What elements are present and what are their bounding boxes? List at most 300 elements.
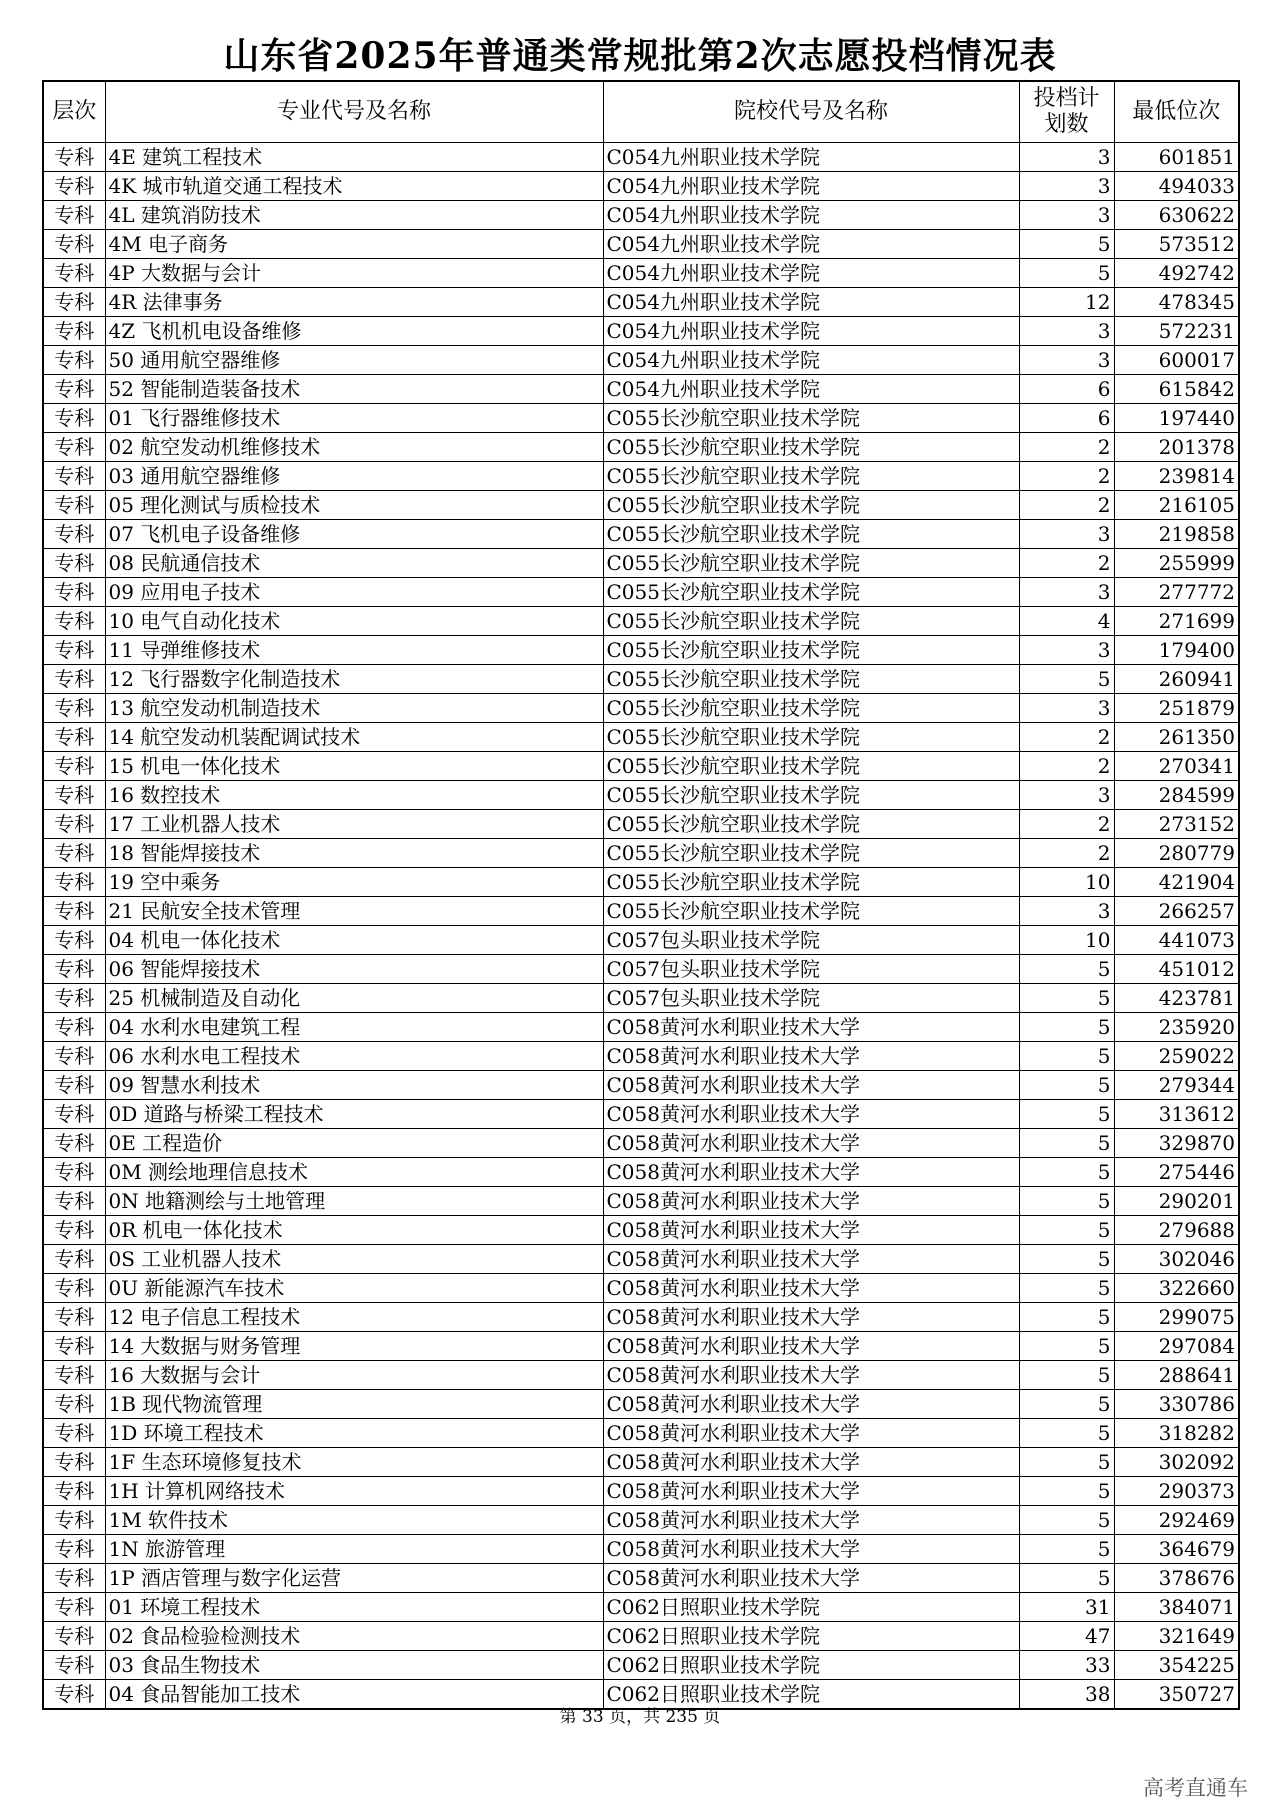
- cell-rank: 216105: [1114, 491, 1239, 520]
- cell-rank: 573512: [1114, 230, 1239, 259]
- cell-major: 10 电气自动化技术: [105, 607, 603, 636]
- table-row: [43, 1622, 1239, 1651]
- cell-plan: 3: [1019, 781, 1114, 810]
- cell-rank: 235920: [1114, 1013, 1239, 1042]
- cell-school: C055长沙航空职业技术学院: [603, 520, 1019, 549]
- cell-level: 专科: [43, 520, 105, 549]
- cell-school: C055长沙航空职业技术学院: [603, 636, 1019, 665]
- table-row: [43, 1390, 1239, 1419]
- cell-school: C058黄河水利职业技术大学: [603, 1187, 1019, 1216]
- table-row: [43, 1593, 1239, 1622]
- cell-rank: 288641: [1114, 1361, 1239, 1390]
- cell-plan: 33: [1019, 1651, 1114, 1680]
- cell-plan: 3: [1019, 346, 1114, 375]
- table-row: [43, 897, 1239, 926]
- cell-school: C055长沙航空职业技术学院: [603, 752, 1019, 781]
- cell-level: 专科: [43, 1419, 105, 1448]
- cell-major: 04 机电一体化技术: [105, 926, 603, 955]
- cell-school: C058黄河水利职业技术大学: [603, 1100, 1019, 1129]
- cell-rank: 572231: [1114, 317, 1239, 346]
- table-body: [43, 143, 1239, 1710]
- cell-level: 专科: [43, 1187, 105, 1216]
- cell-rank: 441073: [1114, 926, 1239, 955]
- cell-level: 专科: [43, 1390, 105, 1419]
- cell-school: C062日照职业技术学院: [603, 1651, 1019, 1680]
- cell-plan: 5: [1019, 1448, 1114, 1477]
- cell-major: 06 水利水电工程技术: [105, 1042, 603, 1071]
- cell-plan: 5: [1019, 1332, 1114, 1361]
- cell-rank: 423781: [1114, 984, 1239, 1013]
- cell-plan: 5: [1019, 1245, 1114, 1274]
- cell-rank: 284599: [1114, 781, 1239, 810]
- cell-level: 专科: [43, 1042, 105, 1071]
- cell-plan: 5: [1019, 1477, 1114, 1506]
- cell-major: 16 数控技术: [105, 781, 603, 810]
- cell-school: C055长沙航空职业技术学院: [603, 810, 1019, 839]
- cell-major: 21 民航安全技术管理: [105, 897, 603, 926]
- cell-level: 专科: [43, 723, 105, 752]
- cell-major: 0S 工业机器人技术: [105, 1245, 603, 1274]
- cell-level: 专科: [43, 1274, 105, 1303]
- cell-level: 专科: [43, 1477, 105, 1506]
- cell-major: 4E 建筑工程技术: [105, 143, 603, 172]
- table-row: [43, 230, 1239, 259]
- table-row: [43, 172, 1239, 201]
- table-row: [43, 491, 1239, 520]
- cell-level: 专科: [43, 926, 105, 955]
- table-row: [43, 694, 1239, 723]
- cell-plan: 10: [1019, 926, 1114, 955]
- cell-level: 专科: [43, 1448, 105, 1477]
- cell-plan: 31: [1019, 1593, 1114, 1622]
- cell-rank: 261350: [1114, 723, 1239, 752]
- cell-school: C054九州职业技术学院: [603, 375, 1019, 404]
- cell-major: 02 航空发动机维修技术: [105, 433, 603, 462]
- cell-plan: 5: [1019, 1216, 1114, 1245]
- cell-school: C062日照职业技术学院: [603, 1622, 1019, 1651]
- cell-school: C058黄河水利职业技术大学: [603, 1419, 1019, 1448]
- page-number: 第 33 页，共 235 页: [559, 1707, 721, 1727]
- cell-plan: 3: [1019, 317, 1114, 346]
- table-row: [43, 288, 1239, 317]
- table-row: [43, 1448, 1239, 1477]
- cell-school: C058黄河水利职业技术大学: [603, 1042, 1019, 1071]
- cell-school: C054九州职业技术学院: [603, 346, 1019, 375]
- cell-level: 专科: [43, 694, 105, 723]
- table-row: [43, 1274, 1239, 1303]
- table-row: [43, 926, 1239, 955]
- header-plan: [1019, 81, 1114, 143]
- cell-school: C058黄河水利职业技术大学: [603, 1448, 1019, 1477]
- cell-rank: 313612: [1114, 1100, 1239, 1129]
- cell-plan: 10: [1019, 868, 1114, 897]
- cell-level: 专科: [43, 781, 105, 810]
- cell-plan: 2: [1019, 462, 1114, 491]
- cell-major: 4M 电子商务: [105, 230, 603, 259]
- table-row: [43, 665, 1239, 694]
- cell-school: C054九州职业技术学院: [603, 201, 1019, 230]
- table-row: [43, 1332, 1239, 1361]
- cell-rank: 266257: [1114, 897, 1239, 926]
- cell-level: 专科: [43, 491, 105, 520]
- cell-school: C055长沙航空职业技术学院: [603, 491, 1019, 520]
- cell-plan: 5: [1019, 984, 1114, 1013]
- cell-level: 专科: [43, 1622, 105, 1651]
- header-major: 专业代号及名称: [105, 81, 603, 143]
- cell-rank: 630622: [1114, 201, 1239, 230]
- cell-major: 14 航空发动机装配调试技术: [105, 723, 603, 752]
- cell-school: C058黄河水利职业技术大学: [603, 1071, 1019, 1100]
- cell-level: 专科: [43, 201, 105, 230]
- cell-plan: 38: [1019, 1680, 1114, 1710]
- cell-level: 专科: [43, 752, 105, 781]
- cell-level: 专科: [43, 1071, 105, 1100]
- cell-plan: 5: [1019, 1129, 1114, 1158]
- cell-level: 专科: [43, 143, 105, 172]
- cell-rank: 600017: [1114, 346, 1239, 375]
- cell-school: C058黄河水利职业技术大学: [603, 1303, 1019, 1332]
- cell-plan: 3: [1019, 520, 1114, 549]
- cell-major: 4P 大数据与会计: [105, 259, 603, 288]
- cell-plan: 12: [1019, 288, 1114, 317]
- cell-major: 50 通用航空器维修: [105, 346, 603, 375]
- admission-table: [42, 80, 1240, 1710]
- cell-school: C054九州职业技术学院: [603, 317, 1019, 346]
- cell-school: C062日照职业技术学院: [603, 1680, 1019, 1710]
- cell-rank: 451012: [1114, 955, 1239, 984]
- table-row: [43, 1129, 1239, 1158]
- cell-plan: 3: [1019, 143, 1114, 172]
- table-row: [43, 1419, 1239, 1448]
- cell-level: 专科: [43, 462, 105, 491]
- cell-rank: 201378: [1114, 433, 1239, 462]
- cell-plan: 5: [1019, 665, 1114, 694]
- cell-level: 专科: [43, 1361, 105, 1390]
- table-row: [43, 752, 1239, 781]
- cell-major: 04 食品智能加工技术: [105, 1680, 603, 1710]
- cell-plan: 5: [1019, 1419, 1114, 1448]
- cell-school: C057包头职业技术学院: [603, 926, 1019, 955]
- cell-rank: 275446: [1114, 1158, 1239, 1187]
- cell-level: 专科: [43, 549, 105, 578]
- cell-plan: 2: [1019, 839, 1114, 868]
- cell-rank: 384071: [1114, 1593, 1239, 1622]
- cell-major: 16 大数据与会计: [105, 1361, 603, 1390]
- cell-major: 1D 环境工程技术: [105, 1419, 603, 1448]
- table-row: [43, 1361, 1239, 1390]
- cell-rank: 299075: [1114, 1303, 1239, 1332]
- cell-rank: 302092: [1114, 1448, 1239, 1477]
- cell-rank: 290201: [1114, 1187, 1239, 1216]
- cell-plan: 2: [1019, 723, 1114, 752]
- cell-plan: 2: [1019, 752, 1114, 781]
- cell-rank: 280779: [1114, 839, 1239, 868]
- cell-school: C054九州职业技术学院: [603, 288, 1019, 317]
- cell-rank: 478345: [1114, 288, 1239, 317]
- cell-rank: 350727: [1114, 1680, 1239, 1710]
- cell-major: 1B 现代物流管理: [105, 1390, 603, 1419]
- cell-rank: 290373: [1114, 1477, 1239, 1506]
- table-row: [43, 375, 1239, 404]
- cell-plan: 2: [1019, 491, 1114, 520]
- cell-rank: 494033: [1114, 172, 1239, 201]
- cell-major: 12 电子信息工程技术: [105, 1303, 603, 1332]
- cell-major: 18 智能焊接技术: [105, 839, 603, 868]
- cell-rank: 330786: [1114, 1390, 1239, 1419]
- cell-rank: 378676: [1114, 1564, 1239, 1593]
- table-row: [43, 404, 1239, 433]
- cell-level: 专科: [43, 1535, 105, 1564]
- cell-level: 专科: [43, 288, 105, 317]
- cell-major: 09 应用电子技术: [105, 578, 603, 607]
- cell-school: C055长沙航空职业技术学院: [603, 694, 1019, 723]
- cell-major: 1N 旅游管理: [105, 1535, 603, 1564]
- cell-level: 专科: [43, 578, 105, 607]
- cell-level: 专科: [43, 172, 105, 201]
- cell-school: C057包头职业技术学院: [603, 984, 1019, 1013]
- page-title: 山东省2025年普通类常规批第2次志愿投档情况表: [223, 35, 1057, 77]
- cell-school: C057包头职业技术学院: [603, 955, 1019, 984]
- cell-plan: 47: [1019, 1622, 1114, 1651]
- cell-plan: 2: [1019, 810, 1114, 839]
- table-row: [43, 1303, 1239, 1332]
- cell-rank: 255999: [1114, 549, 1239, 578]
- cell-school: C058黄河水利职业技术大学: [603, 1129, 1019, 1158]
- table-row: [43, 578, 1239, 607]
- table-row: [43, 984, 1239, 1013]
- cell-school: C055长沙航空职业技术学院: [603, 839, 1019, 868]
- table-row: [43, 1506, 1239, 1535]
- cell-level: 专科: [43, 317, 105, 346]
- cell-major: 52 智能制造装备技术: [105, 375, 603, 404]
- cell-school: C058黄河水利职业技术大学: [603, 1332, 1019, 1361]
- cell-plan: 5: [1019, 1100, 1114, 1129]
- header-level: 层次: [43, 81, 105, 143]
- cell-plan: 3: [1019, 897, 1114, 926]
- table-row: [43, 839, 1239, 868]
- cell-rank: 197440: [1114, 404, 1239, 433]
- cell-level: 专科: [43, 1680, 105, 1710]
- watermark: 高考直通车: [1143, 1776, 1248, 1800]
- table-row: [43, 723, 1239, 752]
- cell-plan: 3: [1019, 172, 1114, 201]
- cell-major: 14 大数据与财务管理: [105, 1332, 603, 1361]
- cell-plan: 2: [1019, 549, 1114, 578]
- cell-level: 专科: [43, 810, 105, 839]
- cell-level: 专科: [43, 1564, 105, 1593]
- cell-rank: 615842: [1114, 375, 1239, 404]
- cell-school: C055长沙航空职业技术学院: [603, 897, 1019, 926]
- table-row: [43, 1042, 1239, 1071]
- cell-major: 13 航空发动机制造技术: [105, 694, 603, 723]
- cell-major: 05 理化测试与质检技术: [105, 491, 603, 520]
- cell-rank: 260941: [1114, 665, 1239, 694]
- cell-rank: 601851: [1114, 143, 1239, 172]
- table-row: [43, 955, 1239, 984]
- header-plan-text: 投档计划数: [1033, 86, 1100, 137]
- cell-rank: 354225: [1114, 1651, 1239, 1680]
- cell-plan: 3: [1019, 201, 1114, 230]
- cell-school: C055长沙航空职业技术学院: [603, 549, 1019, 578]
- cell-level: 专科: [43, 433, 105, 462]
- cell-plan: 6: [1019, 375, 1114, 404]
- cell-level: 专科: [43, 1216, 105, 1245]
- cell-major: 1F 生态环境修复技术: [105, 1448, 603, 1477]
- table-row: [43, 433, 1239, 462]
- table-row: [43, 1013, 1239, 1042]
- cell-school: C058黄河水利职业技术大学: [603, 1158, 1019, 1187]
- cell-level: 专科: [43, 1100, 105, 1129]
- cell-level: 专科: [43, 346, 105, 375]
- cell-major: 11 导弹维修技术: [105, 636, 603, 665]
- cell-level: 专科: [43, 1651, 105, 1680]
- cell-level: 专科: [43, 1245, 105, 1274]
- cell-plan: 5: [1019, 1564, 1114, 1593]
- cell-plan: 5: [1019, 1042, 1114, 1071]
- cell-major: 09 智慧水利技术: [105, 1071, 603, 1100]
- cell-level: 专科: [43, 1506, 105, 1535]
- table-row: [43, 607, 1239, 636]
- cell-rank: 364679: [1114, 1535, 1239, 1564]
- header-rank: 最低位次: [1114, 81, 1239, 143]
- cell-major: 0E 工程造价: [105, 1129, 603, 1158]
- table-row: [43, 520, 1239, 549]
- cell-major: 03 食品生物技术: [105, 1651, 603, 1680]
- cell-major: 01 环境工程技术: [105, 1593, 603, 1622]
- cell-school: C058黄河水利职业技术大学: [603, 1013, 1019, 1042]
- cell-school: C062日照职业技术学院: [603, 1593, 1019, 1622]
- table-row: [43, 259, 1239, 288]
- cell-plan: 3: [1019, 636, 1114, 665]
- cell-rank: 271699: [1114, 607, 1239, 636]
- table-row: [43, 868, 1239, 897]
- table-row: [43, 1535, 1239, 1564]
- cell-rank: 239814: [1114, 462, 1239, 491]
- cell-level: 专科: [43, 607, 105, 636]
- cell-major: 4K 城市轨道交通工程技术: [105, 172, 603, 201]
- cell-plan: 3: [1019, 694, 1114, 723]
- cell-major: 4Z 飞机机电设备维修: [105, 317, 603, 346]
- cell-plan: 5: [1019, 1535, 1114, 1564]
- table-row: [43, 810, 1239, 839]
- cell-plan: 5: [1019, 1187, 1114, 1216]
- cell-school: C058黄河水利职业技术大学: [603, 1477, 1019, 1506]
- cell-school: C058黄河水利职业技术大学: [603, 1564, 1019, 1593]
- cell-school: C058黄河水利职业技术大学: [603, 1216, 1019, 1245]
- cell-school: C054九州职业技术学院: [603, 172, 1019, 201]
- cell-major: 08 民航通信技术: [105, 549, 603, 578]
- cell-rank: 273152: [1114, 810, 1239, 839]
- cell-plan: 4: [1019, 607, 1114, 636]
- table-row: [43, 1158, 1239, 1187]
- cell-rank: 179400: [1114, 636, 1239, 665]
- cell-level: 专科: [43, 1158, 105, 1187]
- cell-rank: 279344: [1114, 1071, 1239, 1100]
- cell-major: 0M 测绘地理信息技术: [105, 1158, 603, 1187]
- table-row: [43, 781, 1239, 810]
- cell-major: 4R 法律事务: [105, 288, 603, 317]
- cell-rank: 297084: [1114, 1332, 1239, 1361]
- cell-school: C055长沙航空职业技术学院: [603, 607, 1019, 636]
- cell-plan: 6: [1019, 404, 1114, 433]
- table-row: [43, 1216, 1239, 1245]
- cell-level: 专科: [43, 1593, 105, 1622]
- cell-level: 专科: [43, 984, 105, 1013]
- cell-school: C055长沙航空职业技术学院: [603, 462, 1019, 491]
- cell-school: C055长沙航空职业技术学院: [603, 433, 1019, 462]
- table-row: [43, 1651, 1239, 1680]
- cell-rank: 251879: [1114, 694, 1239, 723]
- cell-plan: 2: [1019, 433, 1114, 462]
- table-row: [43, 1477, 1239, 1506]
- cell-plan: 5: [1019, 1506, 1114, 1535]
- cell-plan: 5: [1019, 259, 1114, 288]
- cell-level: 专科: [43, 230, 105, 259]
- cell-major: 12 飞行器数字化制造技术: [105, 665, 603, 694]
- cell-major: 17 工业机器人技术: [105, 810, 603, 839]
- cell-major: 02 食品检验检测技术: [105, 1622, 603, 1651]
- cell-plan: 5: [1019, 1303, 1114, 1332]
- table-row: [43, 549, 1239, 578]
- cell-level: 专科: [43, 955, 105, 984]
- cell-major: 0N 地籍测绘与土地管理: [105, 1187, 603, 1216]
- cell-major: 03 通用航空器维修: [105, 462, 603, 491]
- cell-major: 06 智能焊接技术: [105, 955, 603, 984]
- cell-rank: 318282: [1114, 1419, 1239, 1448]
- cell-level: 专科: [43, 665, 105, 694]
- cell-level: 专科: [43, 636, 105, 665]
- table-row: [43, 1071, 1239, 1100]
- cell-level: 专科: [43, 1129, 105, 1158]
- cell-school: C055长沙航空职业技术学院: [603, 404, 1019, 433]
- cell-level: 专科: [43, 375, 105, 404]
- cell-level: 专科: [43, 868, 105, 897]
- cell-rank: 259022: [1114, 1042, 1239, 1071]
- cell-plan: 5: [1019, 1274, 1114, 1303]
- cell-major: 25 机械制造及自动化: [105, 984, 603, 1013]
- cell-major: 07 飞机电子设备维修: [105, 520, 603, 549]
- table-row: [43, 317, 1239, 346]
- cell-school: C058黄河水利职业技术大学: [603, 1361, 1019, 1390]
- cell-plan: 5: [1019, 1071, 1114, 1100]
- cell-major: 0U 新能源汽车技术: [105, 1274, 603, 1303]
- cell-school: C058黄河水利职业技术大学: [603, 1274, 1019, 1303]
- cell-rank: 219858: [1114, 520, 1239, 549]
- cell-major: 01 飞行器维修技术: [105, 404, 603, 433]
- cell-rank: 270341: [1114, 752, 1239, 781]
- cell-plan: 5: [1019, 1390, 1114, 1419]
- cell-major: 1H 计算机网络技术: [105, 1477, 603, 1506]
- cell-school: C058黄河水利职业技术大学: [603, 1535, 1019, 1564]
- cell-major: 4L 建筑消防技术: [105, 201, 603, 230]
- table-row: [43, 346, 1239, 375]
- cell-school: C055长沙航空职业技术学院: [603, 723, 1019, 752]
- cell-rank: 277772: [1114, 578, 1239, 607]
- cell-plan: 5: [1019, 1158, 1114, 1187]
- cell-school: C058黄河水利职业技术大学: [603, 1506, 1019, 1535]
- cell-level: 专科: [43, 839, 105, 868]
- cell-plan: 5: [1019, 1013, 1114, 1042]
- cell-plan: 5: [1019, 230, 1114, 259]
- cell-school: C055长沙航空职业技术学院: [603, 868, 1019, 897]
- cell-major: 0D 道路与桥梁工程技术: [105, 1100, 603, 1129]
- table-row: [43, 462, 1239, 491]
- table-row: [43, 1245, 1239, 1274]
- cell-plan: 5: [1019, 1361, 1114, 1390]
- cell-school: C058黄河水利职业技术大学: [603, 1390, 1019, 1419]
- cell-school: C058黄河水利职业技术大学: [603, 1245, 1019, 1274]
- cell-rank: 492742: [1114, 259, 1239, 288]
